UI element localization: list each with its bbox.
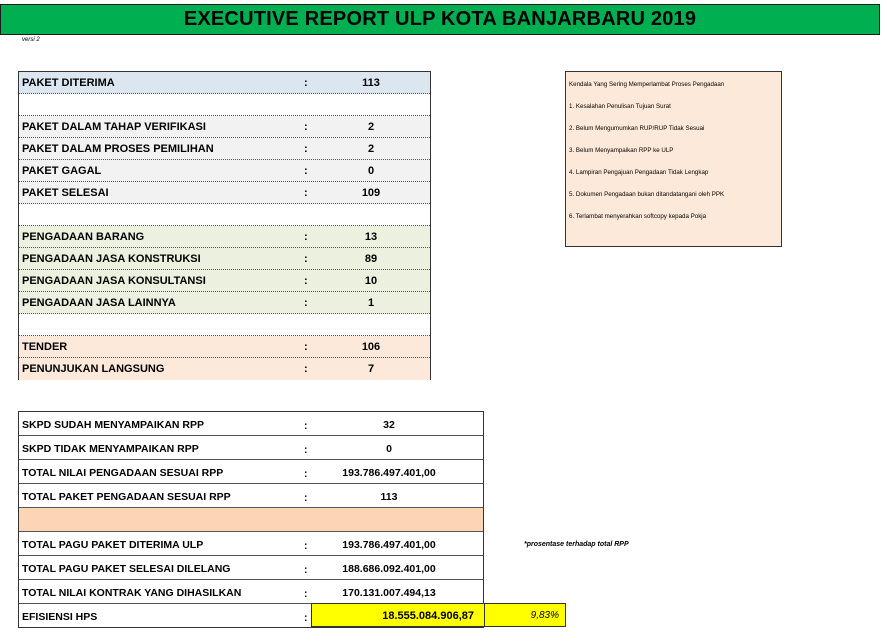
row-label: SKPD TIDAK MENYAMPAIKAN RPP (22, 443, 199, 455)
row-label: TOTAL PAKET PENGADAAN SESUAI RPP (22, 491, 231, 503)
row-colon: : (304, 564, 308, 576)
table-row (19, 556, 483, 580)
row-value: 2 (367, 143, 375, 155)
row-value: 1 (367, 297, 375, 309)
row-value: 7 (367, 363, 375, 375)
row-value: 32 (383, 419, 395, 431)
row-label: PAKET DALAM PROSES PEMILIHAN (22, 143, 214, 155)
row-label: PAKET GAGAL (22, 165, 102, 177)
divider-row (19, 508, 483, 532)
percentage-note: *prosentase terhadap total RPP (524, 541, 629, 548)
constraints-title: Kendala Yang Sering Memperlambat Proses Pengadaan (569, 81, 725, 88)
row-colon: : (304, 468, 308, 480)
constraint-item: 6. Terlambat menyerahkan softcopy kepada Pokja (569, 213, 707, 220)
row-label: PAKET DITERIMA (22, 77, 115, 89)
row-value: 0 (367, 165, 375, 177)
row-label: PENGADAAN JASA KONSULTANSI (22, 275, 206, 287)
row-value: 89 (364, 253, 378, 265)
constraint-item: 2. Belum Mengumumkan RUP/RUP Tidak Sesuai (569, 125, 705, 132)
row-colon: : (304, 275, 308, 287)
spacer-row (19, 94, 430, 116)
row-colon: : (304, 297, 308, 309)
row-colon: : (304, 363, 308, 375)
row-label: SKPD SUDAH MENYAMPAIKAN RPP (22, 419, 205, 431)
row-colon: : (304, 165, 308, 177)
version-label: versi 2 (22, 37, 40, 43)
table-row (19, 270, 430, 292)
table-row (19, 436, 483, 460)
row-colon: : (304, 77, 308, 89)
table-row (19, 532, 483, 556)
table-row (19, 460, 483, 484)
row-colon: : (304, 588, 308, 600)
row-label: TENDER (22, 341, 68, 353)
table-row (19, 248, 430, 270)
row-label: TOTAL NILAI PENGADAAN SESUAI RPP (22, 467, 224, 479)
table-row (19, 412, 483, 436)
row-value: 0 (386, 443, 392, 455)
row-label: PENGADAAN BARANG (22, 231, 145, 243)
row-label: PENUNJUKAN LANGSUNG (22, 363, 165, 375)
row-colon: : (304, 420, 308, 432)
row-value: 10 (364, 275, 378, 287)
row-value: 113 (362, 77, 380, 89)
row-label: TOTAL NILAI KONTRAK YANG DIHASILKAN (22, 587, 242, 599)
row-colon: : (304, 231, 308, 243)
finance-table (18, 411, 484, 628)
row-colon: : (304, 492, 308, 504)
table-row (19, 292, 430, 314)
spacer-row (19, 204, 430, 226)
table-row (19, 336, 430, 358)
constraint-item: 4. Lampiran Pengajuan Pengadaan Tidak Lengkap (569, 169, 709, 176)
spacer-row (19, 314, 430, 336)
table-row (19, 160, 430, 182)
row-value: 113 (380, 491, 398, 503)
constraint-item: 1. Kesalahan Penulisan Tujuan Surat (569, 103, 671, 110)
constraint-item: 5. Dokumen Pengadaan bukan ditandatangani oleh PPK (569, 191, 725, 198)
table-row (19, 72, 430, 94)
table-row (19, 116, 430, 138)
table-row (19, 182, 430, 204)
row-value: 106 (361, 341, 381, 353)
row-value: 109 (361, 187, 381, 199)
row-value: 13 (364, 231, 378, 243)
row-colon: : (304, 187, 308, 199)
row-colon: : (304, 612, 308, 624)
row-value: 193.786.497.401,00 (342, 467, 436, 479)
row-label: PENGADAAN JASA LAINNYA (22, 297, 176, 309)
row-colon: : (304, 143, 308, 155)
row-colon: : (304, 253, 308, 265)
row-colon: : (304, 540, 308, 552)
row-colon: : (304, 341, 308, 353)
row-value: 193.786.497.401,00 (342, 539, 436, 551)
row-colon: : (304, 121, 308, 133)
constraints-box (565, 71, 782, 247)
row-label: PAKET SELESAI (22, 187, 109, 199)
table-row (19, 226, 430, 248)
table-row (19, 604, 483, 628)
row-label: TOTAL PAGU PAKET SELESAI DILELANG (22, 563, 231, 575)
table-row (19, 484, 483, 508)
table-row (19, 358, 430, 380)
constraint-item: 3. Belum Menyampaikan RPP ke ULP (569, 147, 674, 154)
row-label: PAKET DALAM TAHAP VERIFIKASI (22, 121, 206, 133)
row-value: 188.686.092.401,00 (342, 563, 436, 575)
row-label: EFISIENSI HPS (22, 611, 98, 623)
row-label: PENGADAAN JASA KONSTRUKSI (22, 253, 201, 265)
table-row (19, 580, 483, 604)
package-summary-table (18, 71, 431, 380)
efficiency-value: 18.555.084.906,87 (311, 603, 485, 627)
row-label: TOTAL PAGU PAKET DITERIMA ULP (22, 539, 204, 551)
report-title: EXECUTIVE REPORT ULP KOTA BANJARBARU 2019 (0, 4, 880, 35)
row-value: 170.131.007.494,13 (342, 587, 436, 599)
row-value: 2 (367, 121, 375, 133)
row-colon: : (304, 444, 308, 456)
table-row (19, 138, 430, 160)
efficiency-percent: 9,83% (484, 603, 566, 627)
